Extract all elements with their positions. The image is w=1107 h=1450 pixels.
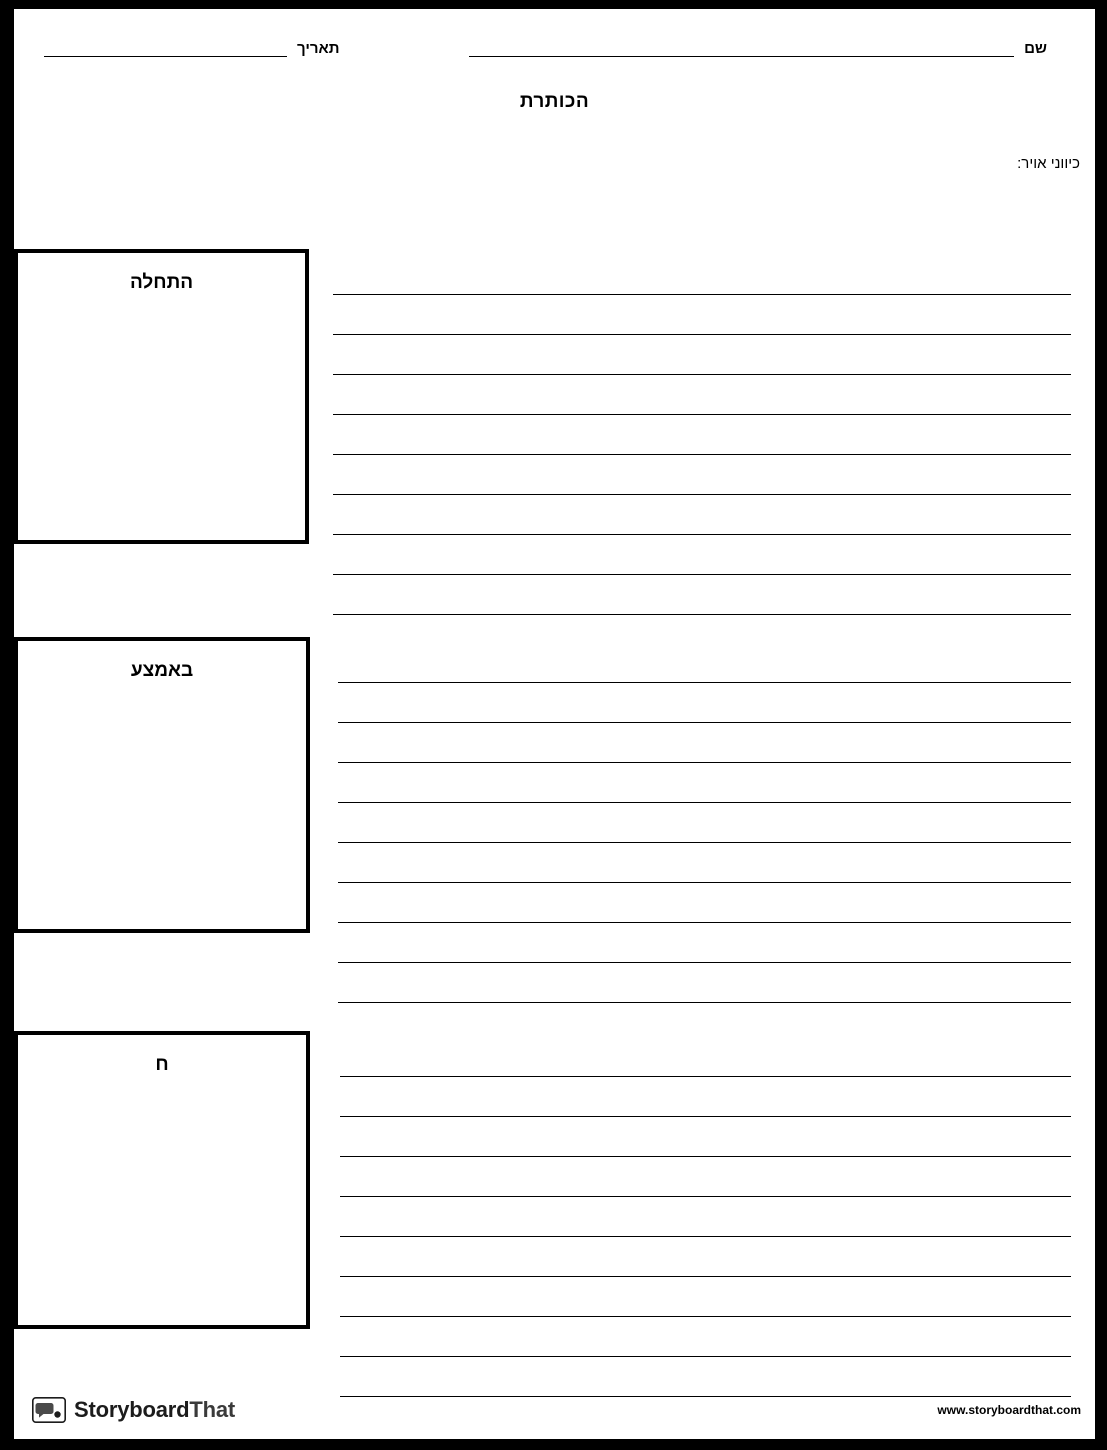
writing-line[interactable] [338, 843, 1071, 883]
writing-line[interactable] [340, 1237, 1071, 1277]
drawing-box-title: באמצע [130, 660, 194, 681]
brand-secondary: That [189, 1397, 235, 1422]
writing-line[interactable] [333, 455, 1071, 495]
writing-line[interactable] [338, 803, 1071, 843]
date-field[interactable] [44, 41, 340, 57]
footer-website-url: www.storyboardthat.com [937, 1403, 1081, 1417]
writing-line[interactable] [338, 963, 1071, 1003]
writing-line[interactable] [333, 495, 1071, 535]
date-label: תאריך [297, 40, 340, 57]
writing-line[interactable] [340, 1357, 1071, 1397]
section-middle [14, 637, 1095, 1003]
writing-line[interactable] [333, 375, 1071, 415]
writing-line[interactable] [338, 923, 1071, 963]
page-title: הכותרת [519, 91, 590, 112]
drawing-box-beginning[interactable] [14, 249, 309, 544]
writing-line[interactable] [340, 1077, 1071, 1117]
writing-line[interactable] [333, 255, 1071, 295]
writing-line[interactable] [340, 1117, 1071, 1157]
writing-line[interactable] [338, 723, 1071, 763]
writing-lines-middle[interactable] [338, 637, 1071, 1003]
worksheet-sheet [14, 9, 1095, 1439]
writing-line[interactable] [338, 883, 1071, 923]
writing-lines-end[interactable] [340, 1031, 1071, 1397]
date-input-rule[interactable] [44, 41, 287, 57]
directions-label: כיווני אויר: [1017, 155, 1080, 172]
writing-line[interactable] [338, 683, 1071, 723]
writing-line[interactable] [338, 763, 1071, 803]
section-beginning [14, 249, 1095, 615]
name-input-rule[interactable] [469, 41, 1014, 57]
brand-wordmark [74, 1397, 235, 1423]
speech-bubble-icon [32, 1397, 66, 1423]
section-end [14, 1031, 1095, 1397]
drawing-box-title: ח [155, 1054, 169, 1075]
name-label: שם [1024, 40, 1047, 57]
writing-line[interactable] [340, 1317, 1071, 1357]
brand-primary: Storyboard [74, 1397, 190, 1422]
drawing-box-end[interactable] [14, 1031, 310, 1329]
name-field[interactable] [469, 41, 1047, 57]
header-row [14, 41, 1095, 71]
writing-line[interactable] [340, 1197, 1071, 1237]
writing-line[interactable] [333, 295, 1071, 335]
writing-line[interactable] [333, 335, 1071, 375]
writing-line[interactable] [333, 415, 1071, 455]
drawing-box-title: התחלה [129, 272, 194, 293]
writing-line[interactable] [338, 643, 1071, 683]
storyboardthat-logo [32, 1397, 235, 1423]
writing-line[interactable] [333, 575, 1071, 615]
writing-lines-beginning[interactable] [333, 249, 1071, 615]
writing-line[interactable] [340, 1037, 1071, 1077]
writing-line[interactable] [333, 535, 1071, 575]
writing-line[interactable] [340, 1157, 1071, 1197]
drawing-box-middle[interactable] [14, 637, 310, 933]
writing-line[interactable] [340, 1277, 1071, 1317]
